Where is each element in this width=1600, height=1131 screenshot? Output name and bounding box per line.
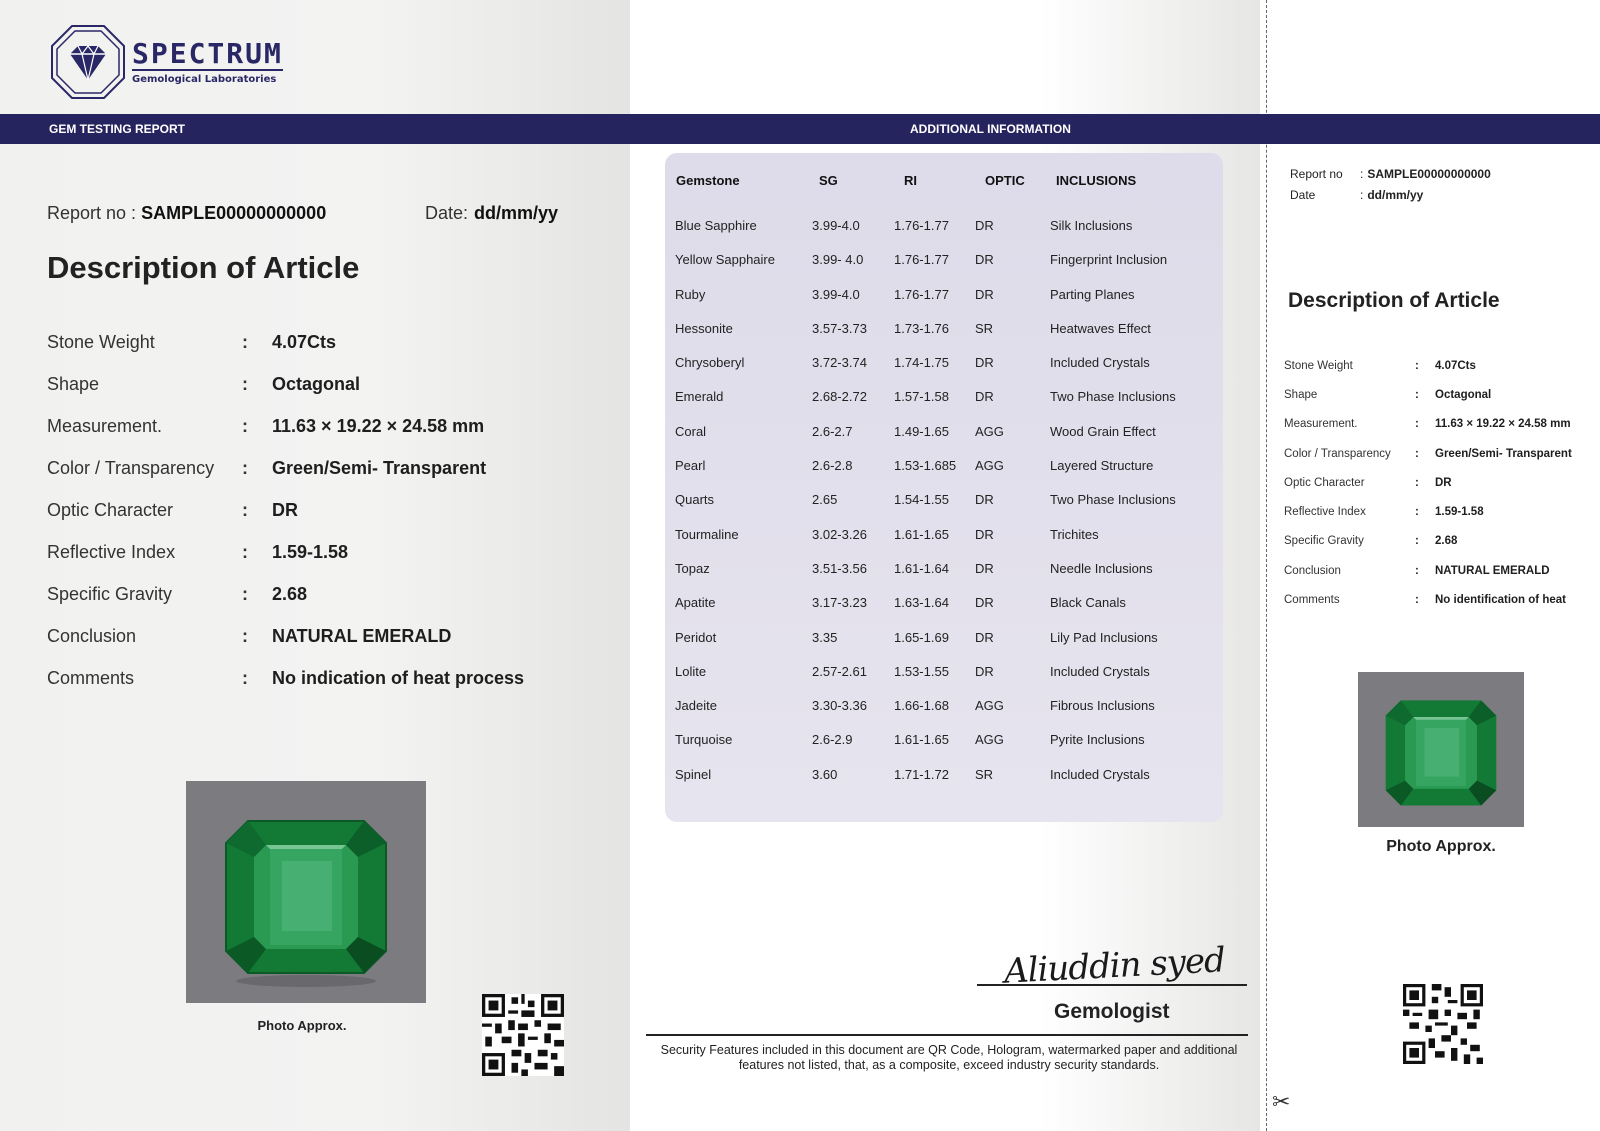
stub-property-label: Shape: [1284, 388, 1318, 401]
stub-property-value: DR: [1435, 476, 1452, 489]
cell-inclusions: Pyrite Inclusions: [1050, 732, 1145, 748]
table-row: [675, 690, 1215, 724]
divider: [646, 1034, 1248, 1036]
property-label: Measurement.: [47, 415, 163, 436]
gem-testing-report-heading: GEM TESTING REPORT: [49, 122, 186, 136]
property-label: Conclusion: [47, 625, 137, 646]
stub-date-label: Date: [1290, 187, 1316, 202]
cell-ri: 1.53-1.55: [894, 663, 949, 679]
cell-gemstone: Chrysoberyl: [675, 355, 745, 371]
cell-sg: 3.99-4.0: [812, 218, 860, 233]
property-label: Color / Transparency: [47, 457, 215, 478]
cell-inclusions: Black Canals: [1050, 595, 1126, 611]
cell-optic: DR: [975, 560, 994, 576]
diamond-logo-icon: [50, 24, 126, 100]
cell-gemstone: Emerald: [675, 389, 724, 405]
stub-date: Date : dd/mm/yy: [1290, 187, 1424, 202]
cell-inclusions: Needle Inclusions: [1050, 560, 1153, 576]
cell-sg: 3.35: [812, 629, 838, 645]
cell-ri: 1.61-1.65: [894, 526, 949, 542]
cell-optic: DR: [975, 355, 994, 371]
signature-line: [977, 984, 1247, 986]
cell-inclusions: Fingerprint Inclusion: [1050, 252, 1168, 268]
stub-property-label: Reflective Index: [1284, 506, 1366, 519]
cell-ri: 1.71-1.72: [894, 766, 949, 782]
cell-sg: 3.72-3.74: [812, 355, 867, 371]
column-header-gemstone: Gemstone: [676, 173, 740, 188]
property-value: Green/Semi- Transparent: [272, 457, 487, 478]
cell-sg: 3.57-3.73: [812, 320, 867, 336]
cell-gemstone: Tourmaline: [675, 526, 739, 542]
gem-photo: [186, 781, 426, 1003]
cell-ri: 1.76-1.77: [894, 218, 949, 233]
cell-gemstone: Topaz: [675, 560, 710, 576]
cell-inclusions: Wood Grain Effect: [1050, 423, 1156, 439]
stub-property-label: Stone Weight: [1284, 359, 1353, 372]
logo-name: SPECTRUM: [132, 37, 283, 70]
signature: Aliuddin syed: [1003, 940, 1226, 992]
property-row: Comments : No indication of heat process: [47, 667, 525, 688]
property-value: Octagonal: [272, 373, 361, 394]
stub-gem-photo: [1358, 672, 1524, 827]
stub-property-row: Measurement. : 11.63 × 19.22 × 24.58 mm: [1284, 418, 1571, 431]
stub-property-value: 2.68: [1435, 535, 1458, 548]
stub-property-row: Specific Gravity : 2.68: [1284, 535, 1458, 548]
property-value: NATURAL EMERALD: [272, 625, 452, 646]
cell-optic: SR: [975, 320, 994, 336]
stub-property-row: Optic Character : DR: [1284, 476, 1452, 489]
stub-property-row: Comments : No identification of heat: [1284, 594, 1566, 607]
cell-inclusions: Two Phase Inclusions: [1050, 389, 1176, 405]
stub-description-title: Description of Article: [1288, 289, 1500, 312]
additional-information-heading: ADDITIONAL INFORMATION: [910, 122, 1071, 136]
property-label: Specific Gravity: [47, 583, 173, 604]
property-value: No indication of heat process: [272, 667, 525, 688]
stub-property-value: 1.59-1.58: [1435, 506, 1484, 519]
cell-sg: 2.6-2.9: [812, 732, 853, 748]
column-header-ri: RI: [904, 173, 917, 188]
cell-gemstone: Turquoise: [675, 732, 733, 748]
stub-property-value: No identification of heat: [1435, 594, 1566, 607]
property-value: DR: [272, 499, 298, 520]
cell-sg: 3.02-3.26: [812, 526, 867, 542]
property-row: Color / Transparency : Green/Semi- Transparent: [47, 457, 487, 478]
table-row: [675, 519, 1215, 553]
cell-sg: 3.51-3.56: [812, 560, 867, 576]
table-row: [675, 313, 1215, 347]
column-header-sg: SG: [819, 173, 838, 188]
stub-property-value: 4.07Cts: [1435, 359, 1476, 372]
table-row: [675, 244, 1215, 278]
cell-gemstone: Apatite: [675, 595, 716, 611]
property-row: Reflective Index : 1.59-1.58: [47, 541, 349, 562]
cell-gemstone: Quarts: [675, 492, 715, 508]
table-row: [675, 381, 1215, 415]
stub-property-row: Stone Weight : 4.07Cts: [1284, 359, 1476, 372]
cell-optic: DR: [975, 389, 994, 405]
stub-property-row: Conclusion : NATURAL EMERALD: [1284, 564, 1550, 577]
cell-inclusions: Two Phase Inclusions: [1050, 492, 1176, 508]
stub-property-value: Octagonal: [1435, 388, 1492, 401]
cell-ri: 1.54-1.55: [894, 492, 949, 508]
date-value: dd/mm/yy: [474, 203, 559, 223]
property-value: 4.07Cts: [272, 331, 337, 352]
stub-property-row: Shape : Octagonal: [1284, 388, 1492, 401]
cell-inclusions: Included Crystals: [1050, 663, 1150, 679]
property-label: Stone Weight: [47, 331, 155, 352]
stub-property-value: 11.63 × 19.22 × 24.58 mm: [1435, 418, 1571, 431]
cell-inclusions: Fibrous Inclusions: [1050, 698, 1155, 714]
property-row: Measurement. : 11.63 × 19.22 × 24.58 mm: [47, 415, 485, 436]
cell-gemstone: Ruby: [675, 286, 706, 302]
table-row: [675, 484, 1215, 518]
cell-optic: SR: [975, 766, 994, 782]
table-row: [675, 210, 1215, 244]
cell-inclusions: Included Crystals: [1050, 355, 1150, 371]
table-row: [675, 279, 1215, 313]
cell-gemstone: Spinel: [675, 766, 712, 782]
cell-sg: 3.60: [812, 766, 838, 782]
property-label: Comments: [47, 667, 135, 688]
property-row: Conclusion : NATURAL EMERALD: [47, 625, 452, 646]
cell-optic: DR: [975, 286, 994, 302]
cell-gemstone: Peridot: [675, 629, 717, 645]
report-number-label: Report no :: [47, 203, 137, 223]
cell-sg: 2.6-2.8: [812, 458, 853, 474]
stub-property-row: Reflective Index : 1.59-1.58: [1284, 506, 1484, 519]
gemologist-title: Gemologist: [1054, 1000, 1170, 1023]
emerald-image: [1358, 672, 1524, 827]
table-row: [675, 656, 1215, 690]
cell-ri: 1.74-1.75: [894, 355, 949, 371]
stub-property-label: Measurement.: [1284, 418, 1358, 431]
cell-gemstone: Yellow Sapphaire: [675, 252, 775, 268]
cell-optic: AGG: [975, 698, 1004, 714]
property-list: [47, 321, 607, 699]
cell-ri: 1.53-1.685: [894, 458, 957, 474]
cell-ri: 1.61-1.64: [894, 560, 949, 576]
property-label: Optic Character: [47, 499, 174, 520]
cell-optic: DR: [975, 526, 994, 542]
property-row: Stone Weight : 4.07Cts: [47, 331, 337, 352]
cell-ri: 1.61-1.65: [894, 732, 949, 748]
stub-property-label: Color / Transparency: [1284, 447, 1391, 460]
cut-line: [1266, 0, 1267, 1131]
cell-optic: DR: [975, 492, 994, 508]
cell-inclusions: Layered Structure: [1050, 458, 1154, 474]
emerald-image: [186, 781, 426, 1003]
qr-code-icon[interactable]: [1403, 984, 1483, 1064]
cell-inclusions: Lily Pad Inclusions: [1050, 629, 1158, 645]
cell-sg: 3.99-4.0: [812, 286, 860, 302]
column-header-inclusions: INCLUSIONS: [1056, 173, 1137, 188]
property-row: Shape : Octagonal: [47, 373, 361, 394]
cell-gemstone: Pearl: [675, 458, 706, 474]
cell-gemstone: Blue Sapphire: [675, 218, 757, 233]
stub-property-list: [1284, 351, 1600, 615]
stub-photo-caption: Photo Approx.: [1386, 838, 1496, 855]
report-number-value: SAMPLE00000000000: [141, 203, 327, 223]
report-date: [425, 203, 558, 224]
security-note: Security Features included in this document are QR Code, Hologram, watermarked paper and additional features not listed, that, as a composite, exceed industry security standards.: [660, 1043, 1238, 1072]
stub-report-label: Report no: [1290, 166, 1343, 181]
table-row: [675, 450, 1215, 484]
table-row: [675, 622, 1215, 656]
cell-sg: 3.17-3.23: [812, 595, 867, 611]
cell-sg: 2.6-2.7: [812, 423, 853, 439]
report-number: [47, 203, 326, 224]
property-value: 1.59-1.58: [272, 541, 349, 562]
property-row: Specific Gravity : 2.68: [47, 583, 308, 604]
cell-ri: 1.63-1.64: [894, 595, 949, 611]
cell-inclusions: Trichites: [1050, 526, 1099, 542]
cell-gemstone: Coral: [675, 423, 707, 439]
table-row: [675, 347, 1215, 381]
cell-ri: 1.76-1.77: [894, 252, 949, 268]
cell-inclusions: Included Crystals: [1050, 766, 1150, 782]
property-label: Shape: [47, 373, 100, 394]
cell-gemstone: Hessonite: [675, 320, 733, 336]
property-value: 11.63 × 19.22 × 24.58 mm: [272, 415, 485, 436]
stub-report-number: Report no : SAMPLE00000000000: [1290, 166, 1491, 181]
cell-inclusions: Heatwaves Effect: [1050, 320, 1151, 336]
table-row: [675, 759, 1215, 793]
cell-ri: 1.73-1.76: [894, 320, 949, 336]
qr-code-icon[interactable]: [482, 994, 564, 1076]
stub-property-label: Conclusion: [1284, 564, 1341, 577]
cell-ri: 1.76-1.77: [894, 286, 949, 302]
cell-inclusions: Parting Planes: [1050, 286, 1135, 302]
cell-ri: 1.57-1.58: [894, 389, 949, 405]
table-row: [675, 724, 1215, 758]
stub-property-label: Comments: [1284, 594, 1340, 607]
cell-sg: 3.30-3.36: [812, 698, 867, 714]
cell-optic: DR: [975, 252, 994, 268]
stub-meta: [1290, 163, 1491, 205]
logo: [50, 24, 283, 100]
cell-ri: 1.65-1.69: [894, 629, 949, 645]
cell-inclusions: Silk Inclusions: [1050, 218, 1133, 233]
stub-report-value: SAMPLE00000000000: [1367, 166, 1491, 181]
stub-property-value: NATURAL EMERALD: [1435, 564, 1550, 577]
scissors-icon: ✂: [1272, 1090, 1291, 1115]
cell-optic: AGG: [975, 458, 1004, 474]
stub-property-row: Color / Transparency : Green/Semi- Transparent: [1284, 447, 1572, 460]
table-row: [675, 416, 1215, 450]
cell-ri: 1.49-1.65: [894, 423, 949, 439]
logo-subtitle: Gemological Laboratories: [132, 74, 277, 85]
stub-property-value: Green/Semi- Transparent: [1435, 447, 1572, 460]
property-value: 2.68: [272, 583, 308, 604]
table-row: [675, 553, 1215, 587]
column-header-optic: OPTIC: [985, 173, 1025, 188]
cell-sg: 2.57-2.61: [812, 663, 867, 679]
cell-optic: DR: [975, 218, 994, 233]
stub-date-value: dd/mm/yy: [1367, 187, 1424, 202]
table-body: [675, 210, 1215, 793]
cell-sg: 3.99- 4.0: [812, 252, 864, 268]
cell-optic: AGG: [975, 423, 1004, 439]
table-row: [675, 587, 1215, 621]
cell-ri: 1.66-1.68: [894, 698, 949, 714]
stub-property-label: Optic Character: [1284, 476, 1365, 489]
date-label: Date:: [425, 203, 469, 223]
cell-optic: AGG: [975, 732, 1004, 748]
cell-sg: 2.68-2.72: [812, 389, 867, 405]
stub-property-label: Specific Gravity: [1284, 535, 1364, 548]
property-row: Optic Character : DR: [47, 499, 298, 520]
photo-caption: Photo Approx.: [257, 1018, 347, 1033]
property-label: Reflective Index: [47, 541, 176, 562]
cell-sg: 2.65: [812, 492, 838, 508]
header-bar: [0, 114, 1600, 144]
description-title: Description of Article: [47, 250, 360, 285]
cell-optic: DR: [975, 595, 994, 611]
cell-optic: DR: [975, 663, 994, 679]
cell-gemstone: Jadeite: [675, 698, 717, 714]
cell-optic: DR: [975, 629, 994, 645]
cell-gemstone: Lolite: [675, 663, 707, 679]
